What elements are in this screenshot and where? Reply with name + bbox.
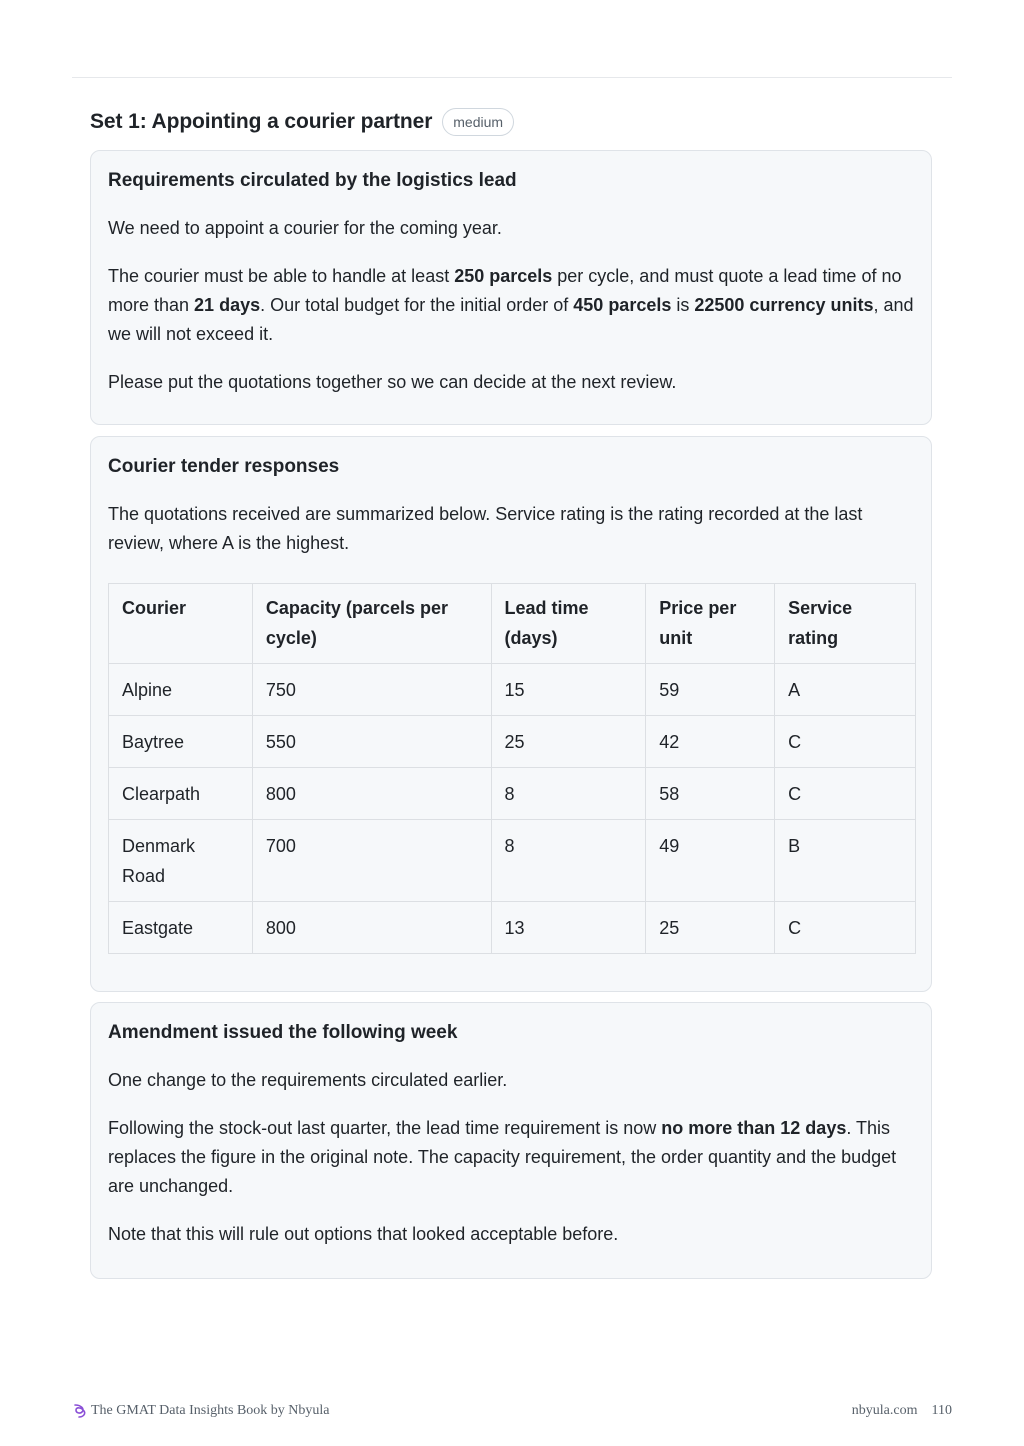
requirements-closing: Please put the quotations together so we can decide at the next review. — [108, 372, 677, 392]
emphasis-text: 21 days — [194, 295, 261, 315]
cell-courier: Alpine — [109, 664, 253, 716]
paragraph-text: per cycle, and must quote a lead time of no more than — [108, 266, 902, 315]
column-header-courier: Courier — [109, 584, 253, 664]
footer-left — [72, 1403, 330, 1419]
paragraph-text: Following the stock-out last quarter, the lead time requirement is now — [108, 1118, 662, 1138]
cell-courier: Clearpath — [109, 768, 253, 820]
paragraph-text: . This replaces the figure in the original note. The capacity requirement, the order quantity and the budget are unchanged. — [108, 1118, 897, 1196]
tender-card — [90, 436, 932, 992]
cell-lead-time: 13 — [491, 902, 646, 954]
cell-capacity: 700 — [252, 820, 491, 902]
paragraph-text: , and we will not exceed it. — [108, 295, 914, 344]
amendment-heading: Amendment issued the following week — [108, 1022, 458, 1043]
requirements-heading: Requirements circulated by the logistics lead — [108, 170, 517, 191]
cell-lead-time: 8 — [491, 768, 646, 820]
footer-right — [852, 1403, 952, 1419]
cell-service-rating: C — [775, 716, 916, 768]
nbyula-logo-icon — [72, 1403, 87, 1419]
cell-capacity: 550 — [252, 716, 491, 768]
cell-courier: Baytree — [109, 716, 253, 768]
cell-courier: Denmark Road — [109, 820, 253, 902]
cell-price: 58 — [646, 768, 775, 820]
column-header-service-rating: Service rating — [775, 584, 916, 664]
table-row — [109, 820, 916, 902]
table-row — [109, 716, 916, 768]
set-header — [90, 108, 514, 136]
tender-heading: Courier tender responses — [108, 456, 340, 477]
cell-courier: Eastgate — [109, 902, 253, 954]
cell-lead-time: 8 — [491, 820, 646, 902]
cell-price: 49 — [646, 820, 775, 902]
column-header-capacity: Capacity (parcels per cycle) — [252, 584, 491, 664]
emphasis-text: 22500 currency units — [694, 295, 874, 315]
amendment-card — [90, 1002, 932, 1279]
page-number: 110 — [931, 1403, 952, 1418]
cell-service-rating: C — [775, 768, 916, 820]
cell-service-rating: A — [775, 664, 916, 716]
cell-lead-time: 15 — [491, 664, 646, 716]
cell-price: 42 — [646, 716, 775, 768]
cell-price: 59 — [646, 664, 775, 716]
tender-table — [108, 583, 916, 954]
amendment-details — [108, 1114, 914, 1201]
requirements-intro: We need to appoint a courier for the coming year. — [108, 218, 502, 238]
table-header-row — [109, 584, 916, 664]
difficulty-badge: medium — [442, 108, 514, 136]
table-row — [109, 902, 916, 954]
emphasis-text: no more than 12 days — [661, 1118, 847, 1138]
footer-book-title: The GMAT Data Insights Book by Nbyula — [91, 1403, 330, 1418]
cell-price: 25 — [646, 902, 775, 954]
paragraph-text: The courier must be able to handle at least — [108, 266, 455, 286]
cell-service-rating: B — [775, 820, 916, 902]
table-row — [109, 664, 916, 716]
top-divider — [72, 77, 952, 78]
cell-capacity: 800 — [252, 768, 491, 820]
emphasis-text: 450 parcels — [573, 295, 672, 315]
paragraph-text: . Our total budget for the initial order of — [260, 295, 574, 315]
cell-capacity: 800 — [252, 902, 491, 954]
set-title: Set 1: Appointing a courier partner — [90, 110, 433, 133]
footer-site: nbyula.com — [851, 1403, 918, 1418]
amendment-intro: One change to the requirements circulated earlier. — [108, 1070, 508, 1090]
table-row — [109, 768, 916, 820]
amendment-note: Note that this will rule out options that looked acceptable before. — [108, 1224, 619, 1244]
emphasis-text: 250 parcels — [454, 266, 553, 286]
paragraph-text: is — [671, 295, 695, 315]
column-header-lead-time: Lead time (days) — [491, 584, 646, 664]
tender-intro: The quotations received are summarized below. Service rating is the rating recorded at the last review, where A is the highest. — [108, 504, 863, 553]
cell-capacity: 750 — [252, 664, 491, 716]
requirements-card — [90, 150, 932, 425]
requirements-details — [108, 262, 914, 349]
column-header-price: Price per unit — [646, 584, 775, 664]
cell-service-rating: C — [775, 902, 916, 954]
cell-lead-time: 25 — [491, 716, 646, 768]
